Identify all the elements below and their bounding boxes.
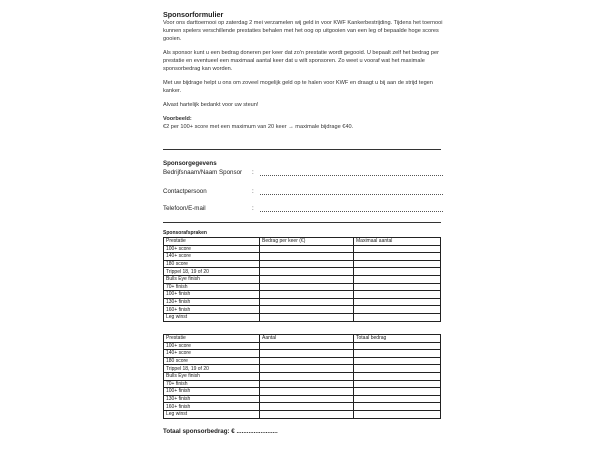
amount-cell[interactable] — [260, 283, 354, 291]
totals-table — [163, 334, 441, 419]
phone-email-field[interactable]: Telefoon/E-mail : — [163, 205, 443, 212]
count-cell[interactable] — [260, 410, 354, 418]
table-row: 140+ score — [164, 253, 441, 261]
total-cell[interactable] — [354, 342, 441, 350]
contribution-paragraph: Met uw bijdrage helpt u ons om zoveel mogelijk geld op te halen voor KWF en draagt u bij aan de strijd tegen kanker. — [163, 80, 433, 94]
table-row: 100+ finish — [164, 291, 441, 299]
agreements-table-title: Sponsorafspraken — [163, 230, 207, 236]
table-row: Trippel 18, 19 of 20 — [164, 365, 441, 373]
table-row: 100+ finish — [164, 388, 441, 396]
max-cell[interactable] — [354, 275, 441, 283]
divider — [163, 222, 441, 223]
sponsor-explanation-paragraph: Als sponsor kunt u een bedrag doneren per keer dat zo'n prestatie wordt gegooid. U bepaalt zelf het bedrag per prestatie en eventueel een maximaal aantal keer dat u wilt sponsoren. Zo weet u vooraf wat het maximale sponsorbedrag kan worden. — [163, 50, 439, 72]
total-cell[interactable] — [354, 395, 441, 403]
count-cell[interactable] — [260, 372, 354, 380]
example-text: €2 per 100+ score met een maximum van 20 keer → maximale bijdrage €40. — [163, 124, 354, 130]
total-cell[interactable] — [354, 372, 441, 380]
count-cell[interactable] — [260, 388, 354, 396]
company-name-input[interactable] — [260, 169, 443, 176]
total-cell[interactable] — [354, 380, 441, 388]
table-row: Bulls Eye finish — [164, 372, 441, 380]
amount-cell[interactable] — [260, 291, 354, 299]
max-cell[interactable] — [354, 245, 441, 253]
total-cell[interactable] — [354, 357, 441, 365]
count-cell[interactable] — [260, 403, 354, 411]
count-cell[interactable] — [260, 357, 354, 365]
table-row: Leg winst — [164, 410, 441, 418]
table-row: 160+ finish — [164, 306, 441, 314]
table-row: 180 score — [164, 357, 441, 365]
table-row: 140+ score — [164, 350, 441, 358]
max-cell[interactable] — [354, 306, 441, 314]
count-cell[interactable] — [260, 342, 354, 350]
max-cell[interactable] — [354, 268, 441, 276]
amount-cell[interactable] — [260, 275, 354, 283]
field-label: Contactpersoon — [163, 188, 207, 195]
amount-cell[interactable] — [260, 298, 354, 306]
amount-cell[interactable] — [260, 253, 354, 261]
table-row: 100+ score — [164, 245, 441, 253]
table-row: Bulls Eye finish — [164, 275, 441, 283]
table-row: 70+ finish — [164, 380, 441, 388]
max-cell[interactable] — [354, 253, 441, 261]
table-row: 180 score — [164, 260, 441, 268]
total-cell[interactable] — [354, 410, 441, 418]
total-cell[interactable] — [354, 388, 441, 396]
table-row: Trippel 18, 19 of 20 — [164, 268, 441, 276]
max-cell[interactable] — [354, 313, 441, 321]
phone-email-input[interactable] — [260, 205, 443, 212]
max-cell[interactable] — [354, 291, 441, 299]
amount-cell[interactable] — [260, 313, 354, 321]
total-cell[interactable] — [354, 350, 441, 358]
count-cell[interactable] — [260, 365, 354, 373]
company-name-field[interactable]: Bedrijfsnaam/Naam Sponsor : — [163, 169, 443, 176]
example-label: Voorbeeld: — [163, 116, 192, 122]
table-header-row: Prestatie Aantal Totaal bedrag — [164, 335, 441, 343]
max-cell[interactable] — [354, 260, 441, 268]
page-title: Sponsorformulier — [163, 10, 224, 19]
count-cell[interactable] — [260, 395, 354, 403]
max-cell[interactable] — [354, 283, 441, 291]
total-cell[interactable] — [354, 365, 441, 373]
total-sponsor-amount: Totaal sponsorbedrag: € ........................ — [163, 428, 278, 435]
table-header-row: Prestatie Bedrag per keer (€) Maximaal aantal — [164, 238, 441, 246]
field-label: Bedrijfsnaam/Naam Sponsor — [163, 169, 243, 176]
field-label: Telefoon/E-mail — [163, 205, 206, 212]
table-row: 130+ finish — [164, 395, 441, 403]
count-cell[interactable] — [260, 380, 354, 388]
amount-cell[interactable] — [260, 268, 354, 276]
amount-cell[interactable] — [260, 260, 354, 268]
amount-cell[interactable] — [260, 245, 354, 253]
sponsor-details-title: Sponsorgegevens — [163, 160, 217, 167]
count-cell[interactable] — [260, 350, 354, 358]
agreements-table — [163, 237, 441, 322]
table-row: 100+ score — [164, 342, 441, 350]
table-row: 130+ finish — [164, 298, 441, 306]
table-row: Leg winst — [164, 313, 441, 321]
contact-person-input[interactable] — [260, 188, 443, 195]
intro-paragraph: Voor ons darttoernooi op zaterdag 2 mei verzamelen wij geld in voor KWF Kankerbestrijding. Tijdens het toernooi kunnen spelers verschillende prestaties behalen met het oog op uitgooien van een leg of bepaalde hoge scores gooien. — [163, 20, 443, 42]
document-intro — [163, 10, 443, 137]
table-row: 160+ finish — [164, 403, 441, 411]
thanks-paragraph: Alvast hartelijk bedankt voor uw steun! — [163, 102, 259, 108]
total-cell[interactable] — [354, 403, 441, 411]
max-cell[interactable] — [354, 298, 441, 306]
amount-cell[interactable] — [260, 306, 354, 314]
divider — [163, 149, 441, 150]
contact-person-field[interactable]: Contactpersoon : — [163, 188, 443, 195]
table-row: 70+ finish — [164, 283, 441, 291]
